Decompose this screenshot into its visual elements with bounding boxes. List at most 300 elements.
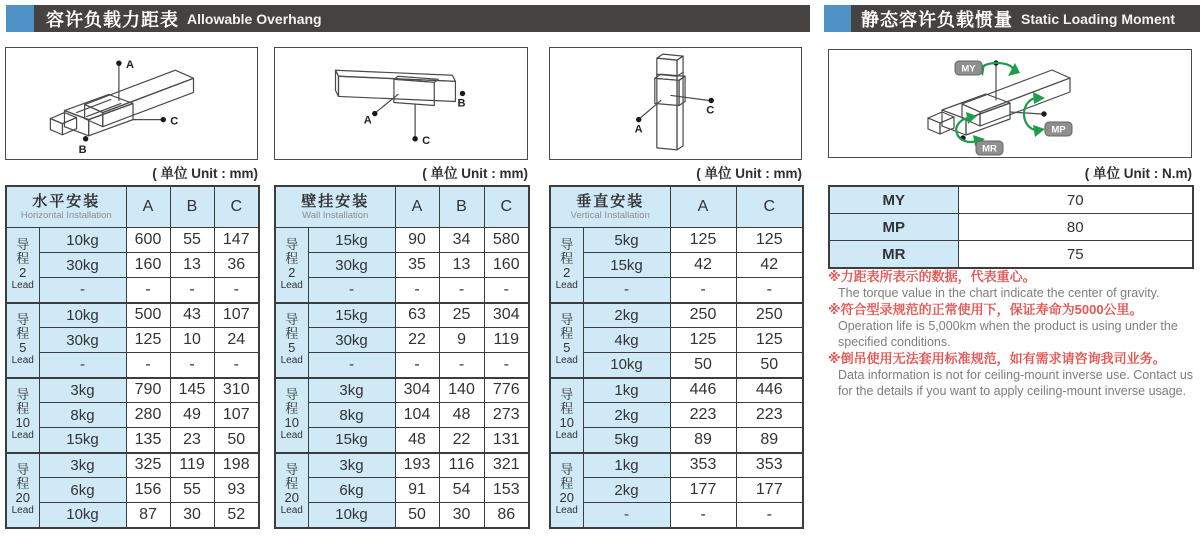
lead-cell <box>550 453 583 528</box>
lead-number: 20 <box>559 490 574 505</box>
value-cell: - <box>484 278 529 303</box>
right-header-title-en: Static Loading Moment <box>1021 10 1175 27</box>
value-cell: 353 <box>736 453 803 478</box>
left-header-title-zh: 容许负载力距表 <box>46 9 179 30</box>
value-cell: 107 <box>214 403 259 428</box>
value-cell: 54 <box>439 478 484 503</box>
table-row <box>275 303 529 328</box>
left-header-title-en: Allowable Overhang <box>187 10 322 27</box>
value-cell: 63 <box>395 303 439 328</box>
lead-char: 导 <box>560 312 574 327</box>
note-zh: ※力距表所表示的数据，代表重心。 <box>828 269 1036 284</box>
dim-b-dot <box>460 91 465 96</box>
load-cell: 2kg <box>583 478 670 503</box>
value-cell: 35 <box>395 253 439 278</box>
lead-char: 导 <box>16 462 30 477</box>
value-cell: 325 <box>126 453 170 478</box>
lead-number: 20 <box>284 490 299 505</box>
lead-cell <box>550 228 583 303</box>
load-cell: 30kg <box>308 253 395 278</box>
value-cell: 198 <box>214 453 259 478</box>
value-cell: 42 <box>736 253 803 278</box>
value-cell: 140 <box>439 378 484 403</box>
column-header: C <box>214 186 259 228</box>
load-cell: - <box>583 278 670 303</box>
value-cell: 125 <box>736 228 803 253</box>
lead-char: 导 <box>560 387 574 402</box>
lead-cell <box>550 378 583 453</box>
value-cell: 30 <box>170 503 214 528</box>
value-cell: 48 <box>439 403 484 428</box>
lead-char: 导 <box>285 312 299 327</box>
left-section-header <box>34 5 810 32</box>
value-cell: 790 <box>126 378 170 403</box>
load-cell: 5kg <box>583 228 670 253</box>
value-cell: - <box>126 278 170 303</box>
load-cell: 10kg <box>308 503 395 528</box>
table-row <box>275 228 529 253</box>
vertical-rail-drawing <box>550 48 801 159</box>
lead-en: Lead <box>11 279 34 291</box>
note-en: The torque value in the chart indicate the center of gravity. <box>838 286 1160 300</box>
table-row <box>550 278 803 303</box>
load-cell: 6kg <box>39 478 126 503</box>
vertical-installation-table <box>549 185 804 529</box>
lead-cell <box>6 228 39 303</box>
table-row <box>275 253 529 278</box>
value-cell: 125 <box>670 328 736 353</box>
value-cell: 23 <box>170 428 214 453</box>
value-cell: 446 <box>736 378 803 403</box>
table-header-row <box>550 186 803 228</box>
value-cell: 776 <box>484 378 529 403</box>
value-cell: 153 <box>484 478 529 503</box>
value-cell: 36 <box>214 253 259 278</box>
value-cell: 93 <box>214 478 259 503</box>
load-cell: 2kg <box>583 403 670 428</box>
note-zh: ※倒吊使用无法套用标准规范，如有需求请咨询我司业务。 <box>828 351 1166 366</box>
table-row <box>275 453 529 478</box>
value-cell: 145 <box>170 378 214 403</box>
lead-char: 导 <box>285 387 299 402</box>
horizontal-installation-diagram <box>5 47 258 160</box>
column-header: A <box>395 186 439 228</box>
table-row <box>550 378 803 403</box>
dim-b-label: B <box>457 97 466 110</box>
lead-number: 2 <box>563 264 571 280</box>
value-cell: 500 <box>126 303 170 328</box>
lead-char: 导 <box>16 236 30 252</box>
dim-a-label: A <box>125 59 134 72</box>
table-row <box>275 478 529 503</box>
value-cell: 49 <box>170 403 214 428</box>
value-cell: 50 <box>736 353 803 378</box>
table-title-en: Vertical Installation <box>570 210 650 221</box>
value-cell: - <box>439 278 484 303</box>
table-row <box>6 453 259 478</box>
column-header: C <box>736 186 803 228</box>
vertical-installation-diagram <box>549 47 802 160</box>
moment-diagram <box>828 49 1192 158</box>
lead-char: 导 <box>560 236 574 252</box>
lead-cell <box>275 378 308 453</box>
load-cell: 1kg <box>583 378 670 403</box>
value-cell: 90 <box>395 228 439 253</box>
value-cell: - <box>484 353 529 378</box>
dim-a-label: A <box>363 114 372 127</box>
load-cell: 15kg <box>39 428 126 453</box>
load-cell: 1kg <box>583 453 670 478</box>
value-cell: 125 <box>670 228 736 253</box>
table-row <box>6 403 259 428</box>
lead-cell <box>6 378 39 453</box>
value-cell: 91 <box>395 478 439 503</box>
value-cell: 160 <box>484 253 529 278</box>
value-cell: 55 <box>170 478 214 503</box>
column-header: A <box>670 186 736 228</box>
value-cell: 86 <box>484 503 529 528</box>
value-cell: 310 <box>214 378 259 403</box>
value-cell: - <box>214 353 259 378</box>
value-cell: 160 <box>126 253 170 278</box>
load-cell: 10kg <box>39 303 126 328</box>
table-row <box>550 403 803 428</box>
table-row <box>550 478 803 503</box>
lead-en: Lead <box>280 355 303 366</box>
lead-number: 10 <box>284 415 299 430</box>
dim-a-dot <box>636 117 641 122</box>
note-en: Data information is not for ceiling-mount inverse use. Contact us for the details if you want to apply ceiling-mount inverse usage. <box>838 368 1194 398</box>
moment-row <box>829 241 1193 269</box>
column-header: A <box>126 186 170 228</box>
value-cell: 193 <box>395 453 439 478</box>
load-cell: 2kg <box>583 303 670 328</box>
dim-a-dot <box>116 60 121 65</box>
table-row <box>550 428 803 453</box>
lead-char: 程 <box>560 401 574 416</box>
load-cell: 15kg <box>308 428 395 453</box>
lead-cell <box>6 453 39 528</box>
load-cell: 8kg <box>39 403 126 428</box>
value-cell: 223 <box>670 403 736 428</box>
moment-label-cell: MR <box>829 241 958 269</box>
value-cell: 116 <box>439 453 484 478</box>
load-cell: 5kg <box>583 428 670 453</box>
table-row <box>6 253 259 278</box>
right-header-accent-square <box>824 5 851 32</box>
value-cell: 125 <box>736 328 803 353</box>
lead-char: 导 <box>560 462 574 477</box>
moment-rail-drawing <box>829 50 1191 157</box>
load-cell: 30kg <box>39 328 126 353</box>
lead-en: Lead <box>11 505 34 516</box>
load-cell: - <box>583 503 670 528</box>
wall-installation-diagram <box>274 47 528 160</box>
dim-a-dot <box>372 111 377 116</box>
value-cell: 50 <box>670 353 736 378</box>
value-cell: 48 <box>395 428 439 453</box>
value-cell: 22 <box>395 328 439 353</box>
value-cell: 223 <box>736 403 803 428</box>
moment-value-cell: 70 <box>958 186 1193 214</box>
lead-en: Lead <box>280 430 303 441</box>
lead-number: 2 <box>19 264 27 280</box>
mp-badge-label: MP <box>1051 124 1066 136</box>
moment-label-cell: MY <box>829 186 958 214</box>
value-cell: 250 <box>670 303 736 328</box>
lead-char: 程 <box>16 326 30 341</box>
moment-table <box>828 185 1194 269</box>
value-cell: 250 <box>736 303 803 328</box>
value-cell: 600 <box>126 228 170 253</box>
load-cell: 15kg <box>583 253 670 278</box>
table-title-en: Wall Installation <box>302 210 369 221</box>
dim-c-dot <box>161 117 166 122</box>
table-header-row <box>275 186 529 228</box>
lead-en: Lead <box>11 355 34 366</box>
table-title-zh: 垂直安装 <box>576 193 645 210</box>
load-cell: 8kg <box>308 403 395 428</box>
right-header-title-zh: 静态容许负载惯量 <box>861 9 1013 30</box>
lead-cell <box>275 453 308 528</box>
lead-cell <box>6 303 39 378</box>
value-cell: - <box>395 278 439 303</box>
value-cell: 104 <box>395 403 439 428</box>
lead-cell <box>550 303 583 378</box>
lead-en: Lead <box>280 279 303 291</box>
value-cell: - <box>170 278 214 303</box>
value-cell: 52 <box>214 503 259 528</box>
table-row <box>550 453 803 478</box>
table-row <box>550 353 803 378</box>
lead-char: 程 <box>285 250 299 266</box>
value-cell: - <box>214 278 259 303</box>
lead-char: 程 <box>285 476 299 491</box>
load-cell: 10kg <box>39 228 126 253</box>
value-cell: - <box>126 353 170 378</box>
moment-row <box>829 214 1193 241</box>
lead-en: Lead <box>555 355 578 366</box>
lead-char: 程 <box>16 476 30 491</box>
lead-cell <box>275 303 308 378</box>
table-row <box>6 378 259 403</box>
value-cell: 30 <box>439 503 484 528</box>
load-cell: 10kg <box>583 353 670 378</box>
value-cell: - <box>395 353 439 378</box>
wall-rail-drawing <box>275 48 527 159</box>
moment-value-cell: 80 <box>958 214 1193 241</box>
mr-badge-label: MR <box>982 143 997 155</box>
unit-label-mm: ( 单位 Unit : mm) <box>152 166 258 181</box>
value-cell: 10 <box>170 328 214 353</box>
load-cell: 15kg <box>308 303 395 328</box>
table-row <box>275 503 529 528</box>
wall-installation-table <box>274 185 530 529</box>
load-cell: - <box>308 353 395 378</box>
lead-char: 导 <box>285 462 299 477</box>
lead-en: Lead <box>11 430 34 441</box>
lead-number: 5 <box>563 340 571 355</box>
value-cell: 304 <box>395 378 439 403</box>
table-title-zh: 壁挂安装 <box>301 193 370 210</box>
value-cell: - <box>170 353 214 378</box>
table-row <box>6 478 259 503</box>
value-cell: 131 <box>484 428 529 453</box>
dim-a-label: A <box>634 123 643 136</box>
load-cell: 3kg <box>308 453 395 478</box>
load-cell: - <box>308 278 395 303</box>
value-cell: - <box>439 353 484 378</box>
lead-number: 5 <box>19 340 27 355</box>
lead-number: 2 <box>288 264 296 280</box>
dim-c-label: C <box>170 115 179 128</box>
moment-row <box>829 186 1193 214</box>
moment-label-cell: MP <box>829 214 958 241</box>
table-row <box>550 503 803 528</box>
lead-char: 导 <box>16 312 30 327</box>
horizontal-installation-table <box>5 185 260 529</box>
value-cell: 89 <box>736 428 803 453</box>
value-cell: 446 <box>670 378 736 403</box>
value-cell: 125 <box>126 328 170 353</box>
value-cell: 156 <box>126 478 170 503</box>
value-cell: 9 <box>439 328 484 353</box>
load-cell: 3kg <box>39 378 126 403</box>
lead-number: 20 <box>15 490 30 505</box>
table-row <box>550 303 803 328</box>
value-cell: 580 <box>484 228 529 253</box>
value-cell: 107 <box>214 303 259 328</box>
value-cell: - <box>736 278 803 303</box>
dim-b-dot <box>83 136 88 141</box>
value-cell: 147 <box>214 228 259 253</box>
value-cell: 50 <box>395 503 439 528</box>
value-cell: 42 <box>670 253 736 278</box>
mp-arrowhead <box>1033 125 1045 137</box>
lead-char: 程 <box>560 250 574 266</box>
lead-char: 导 <box>285 236 299 252</box>
table-title-cell <box>275 186 395 228</box>
value-cell: - <box>670 278 736 303</box>
value-cell: 87 <box>126 503 170 528</box>
table-title-zh: 水平安装 <box>32 193 101 210</box>
left-header-accent-square <box>6 5 34 32</box>
table-row <box>550 328 803 353</box>
dim-c-label: C <box>422 134 431 147</box>
unit-label-mm: ( 单位 Unit : mm) <box>422 166 528 181</box>
value-cell: 55 <box>170 228 214 253</box>
value-cell: 89 <box>670 428 736 453</box>
table-row <box>275 428 529 453</box>
value-cell: 177 <box>670 478 736 503</box>
load-cell: - <box>39 278 126 303</box>
notes-block <box>828 268 1200 399</box>
note-zh: ※符合型录规范的正常使用下，保证寿命为5000公里。 <box>828 302 1143 317</box>
value-cell: 119 <box>484 328 529 353</box>
table-row <box>6 228 259 253</box>
column-header: B <box>439 186 484 228</box>
dim-c-dot <box>709 98 714 103</box>
lead-en: Lead <box>280 505 303 516</box>
column-header: B <box>170 186 214 228</box>
value-cell: 135 <box>126 428 170 453</box>
lead-cell <box>275 228 308 303</box>
lead-en: Lead <box>555 430 578 441</box>
load-cell: 15kg <box>308 228 395 253</box>
value-cell: 50 <box>214 428 259 453</box>
value-cell: 273 <box>484 403 529 428</box>
value-cell: 22 <box>439 428 484 453</box>
value-cell: 177 <box>736 478 803 503</box>
table-row <box>6 503 259 528</box>
table-row <box>6 278 259 303</box>
table-row <box>275 378 529 403</box>
lead-number: 5 <box>288 340 296 355</box>
load-cell: 6kg <box>308 478 395 503</box>
dim-c-label: C <box>706 104 715 117</box>
lead-number: 10 <box>15 415 30 430</box>
value-cell: 119 <box>170 453 214 478</box>
lead-char: 程 <box>560 476 574 491</box>
right-section-header <box>851 5 1200 32</box>
column-header: C <box>484 186 529 228</box>
lead-char: 导 <box>16 387 30 402</box>
load-cell: 4kg <box>583 328 670 353</box>
load-cell: 3kg <box>308 378 395 403</box>
value-cell: 304 <box>484 303 529 328</box>
table-row <box>6 303 259 328</box>
table-title-cell <box>550 186 670 228</box>
unit-label-nm: ( 单位 Unit : N.m) <box>1084 166 1192 181</box>
table-row <box>275 328 529 353</box>
lead-char: 程 <box>285 401 299 416</box>
load-cell: 10kg <box>39 503 126 528</box>
horizontal-rail-drawing <box>6 48 257 159</box>
load-cell: 3kg <box>39 453 126 478</box>
value-cell: - <box>736 503 803 528</box>
table-row <box>550 228 803 253</box>
lead-char: 程 <box>560 326 574 341</box>
table-header-row <box>6 186 259 228</box>
value-cell: 34 <box>439 228 484 253</box>
load-cell: 30kg <box>308 328 395 353</box>
lead-number: 10 <box>559 415 574 430</box>
note-en: Operation life is 5,000km when the product is using under the specified conditions. <box>838 319 1178 349</box>
table-row <box>6 328 259 353</box>
value-cell: 13 <box>439 253 484 278</box>
lead-char: 程 <box>16 250 30 266</box>
unit-label-mm: ( 单位 Unit : mm) <box>696 166 802 181</box>
table-row <box>275 403 529 428</box>
table-row <box>275 278 529 303</box>
table-row <box>6 428 259 453</box>
value-cell: - <box>670 503 736 528</box>
value-cell: 280 <box>126 403 170 428</box>
lead-en: Lead <box>555 505 578 516</box>
lead-char: 程 <box>285 326 299 341</box>
table-title-cell <box>6 186 126 228</box>
value-cell: 24 <box>214 328 259 353</box>
load-cell: - <box>39 353 126 378</box>
value-cell: 321 <box>484 453 529 478</box>
table-row <box>6 353 259 378</box>
dim-c-dot <box>412 136 417 141</box>
dim-b-label: B <box>78 143 87 156</box>
load-cell: 30kg <box>39 253 126 278</box>
mp-axis-dot <box>1041 111 1046 116</box>
value-cell: 43 <box>170 303 214 328</box>
lead-en: Lead <box>555 279 578 291</box>
